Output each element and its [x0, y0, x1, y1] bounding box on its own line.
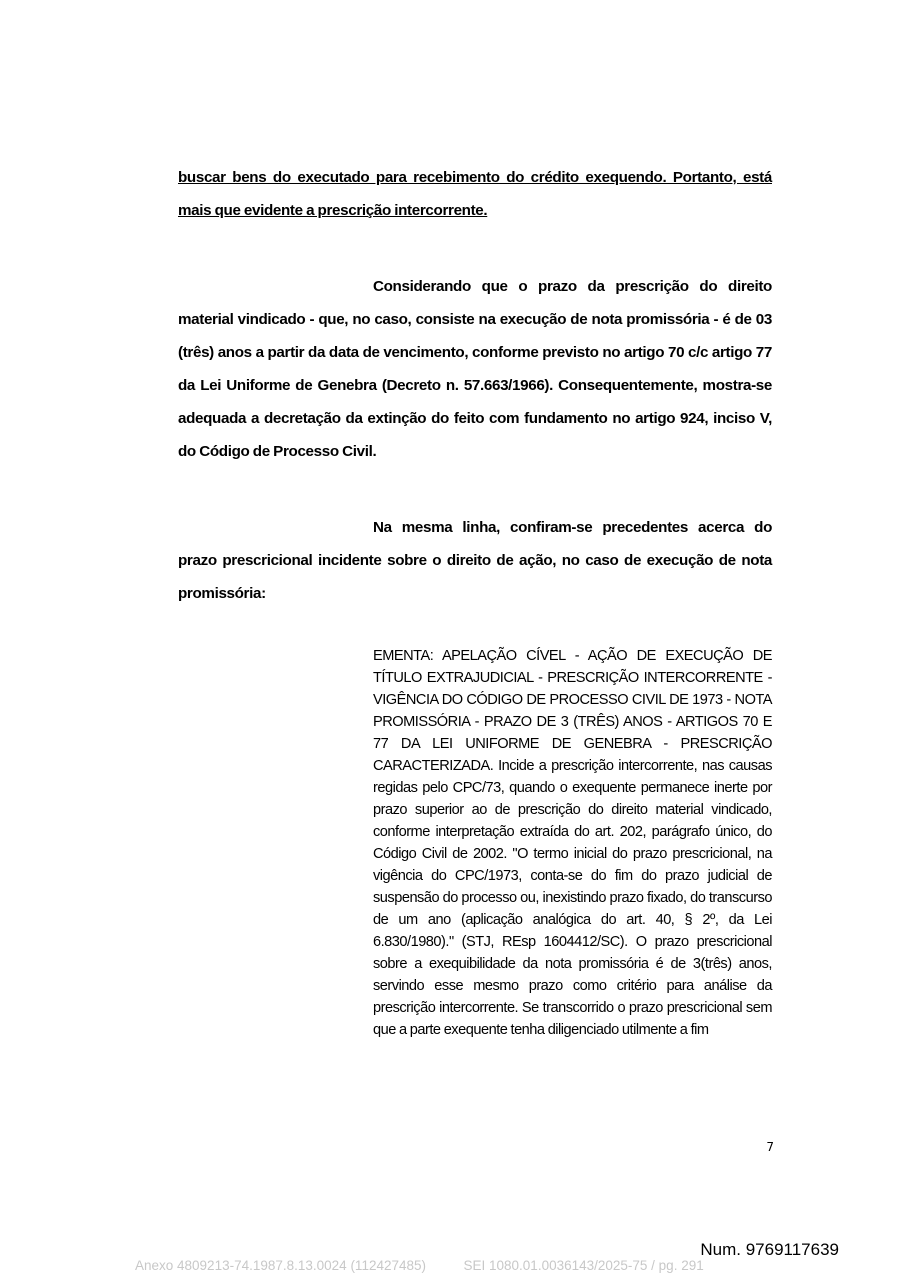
- document-number-stamp: Num. 9769117639: [700, 1240, 839, 1259]
- paragraph-text: Na mesma linha, confiram-se precedentes acerca do prazo prescricional incidente sobre o direito de ação, no caso de execução de nota promissória:: [178, 519, 772, 602]
- annex-footer: Anexo 4809213-74.1987.8.13.0024 (112427485) SEI 1080.01.0036143/2025-75 / pg. 291: [135, 1258, 704, 1273]
- case-law-quote: [373, 645, 772, 1041]
- paragraph-prescription-term: [178, 270, 772, 468]
- paragraph-conclusion: [178, 161, 772, 227]
- paragraph-text: Considerando que o prazo da prescrição do direito material vindicado - que, no caso, consiste na execução de nota promissória - é de 03 (três) anos a partir da data de vencimento, conforme previsto no artigo 70 c/c artigo 77 da Lei Uniforme de Genebra (Decreto n. 57.663/1966). Consequentemente, mostra-se adequada a decretação da extinção do feito com fundamento no artigo 924, inciso V, do Código de Processo Civil.: [178, 278, 772, 460]
- paragraph-precedents-intro: [178, 511, 772, 610]
- quote-text: EMENTA: APELAÇÃO CÍVEL - AÇÃO DE EXECUÇÃO DE TÍTULO EXTRAJUDICIAL - PRESCRIÇÃO INTERCORRENTE - VIGÊNCIA DO CÓDIGO DE PROCESSO CIVIL DE 1973 - NOTA PROMISSÓRIA - PRAZO DE 3 (TRÊS) ANOS - ARTIGOS 70 E 77 DA LEI UNIFORME DE GENEBRA - PRESCRIÇÃO CARACTERIZADA. Incide a prescrição intercorrente, nas causas regidas pelo CPC/73, quando o exequente permanece inerte por prazo superior ao de prescrição do direito material vindicado, conforme interpretação extraída do art. 202, parágrafo único, do Código Civil de 2002. "O termo inicial do prazo prescricional, na vigência do CPC/1973, conta-se do fim do prazo judicial de suspensão do processo ou, inexistindo prazo fixado, do transcurso de um ano (aplicação analógica do art. 40, § 2º, da Lei 6.830/1980)." (STJ, REsp 1604412/SC). O prazo prescricional sobre a exequibilidade da nota promissória é de 3(três) anos, servindo esse mesmo prazo como critério para análise da prescrição intercorrente. Se transcorrido o prazo prescricional sem que a parte exequente tenha diligenciado utilmente a fim: [373, 648, 772, 1038]
- page-number: 7: [766, 1140, 774, 1154]
- paragraph-text: buscar bens do executado para recebimento do crédito exequendo. Portanto, está mais que evidente a prescrição intercorrente.: [178, 169, 772, 219]
